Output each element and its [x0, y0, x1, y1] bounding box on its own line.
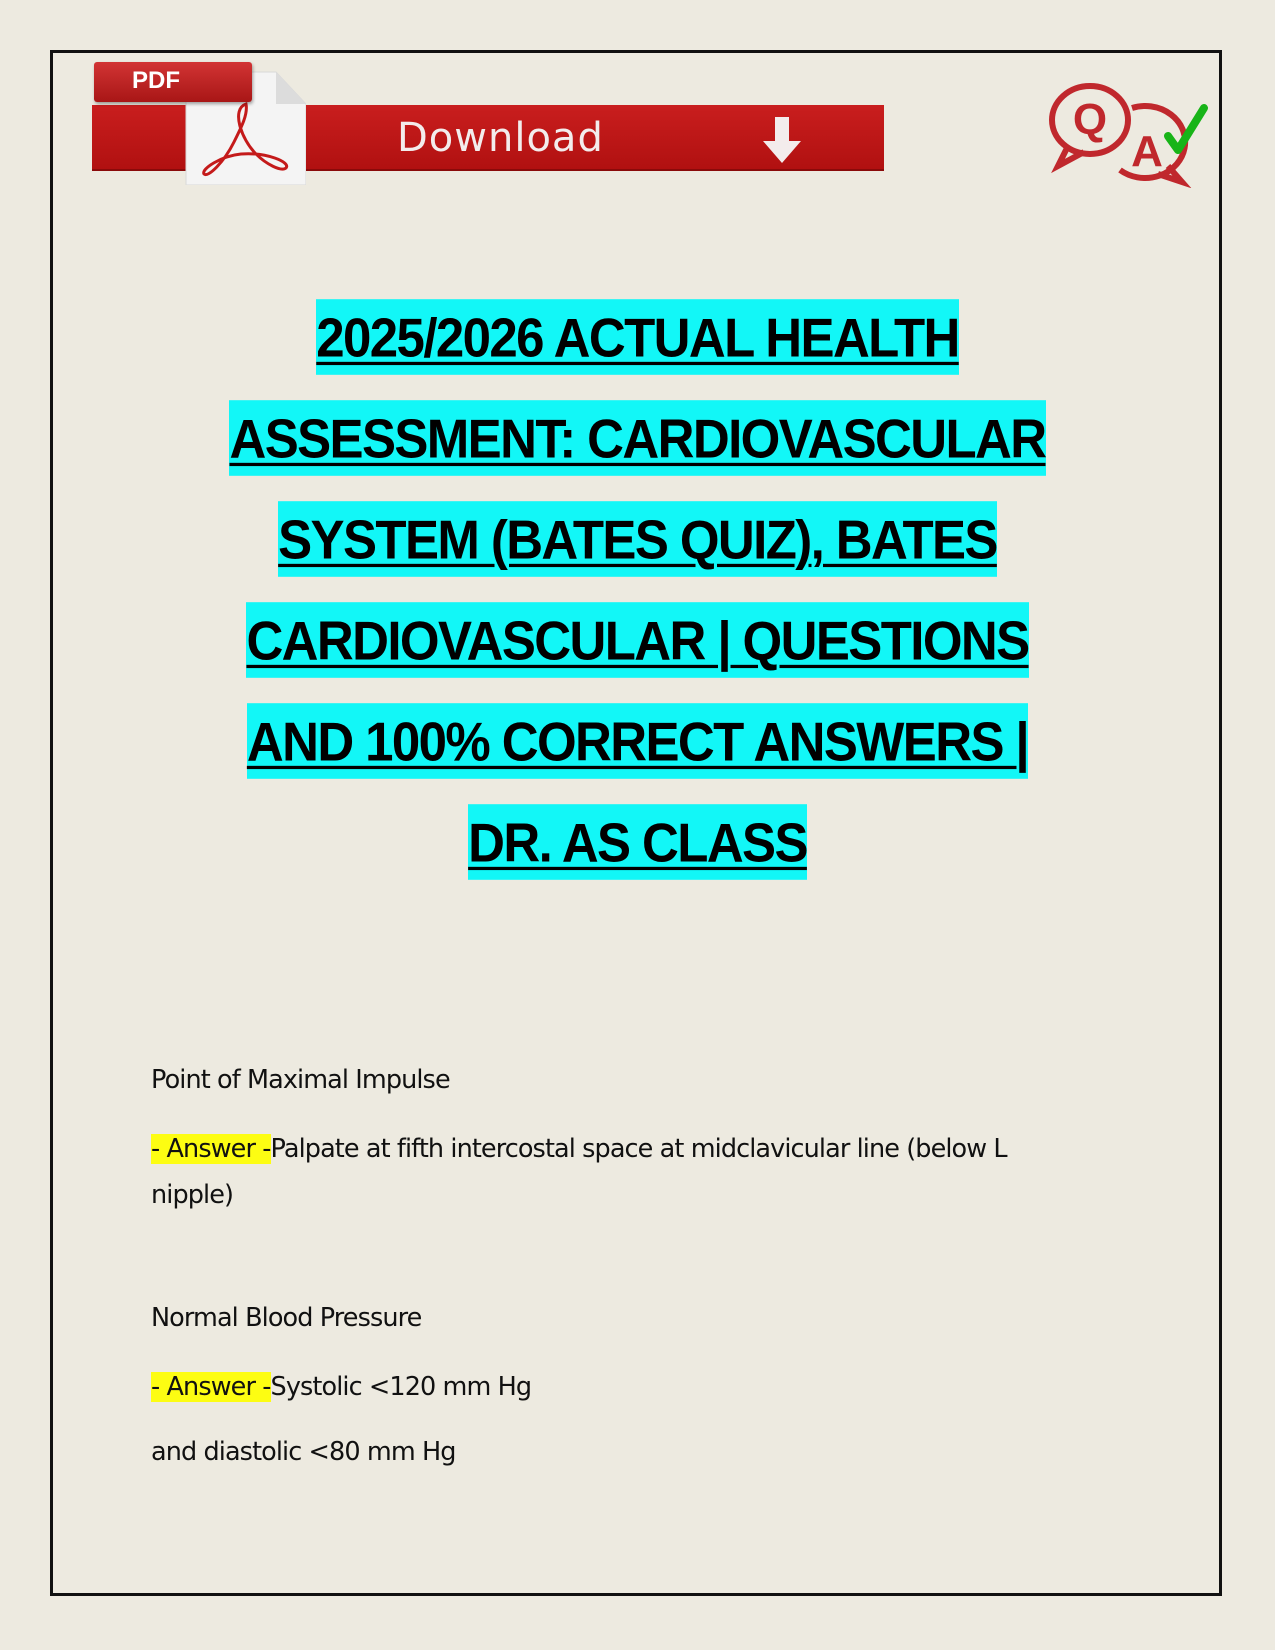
svg-text:Q: Q [1072, 95, 1108, 144]
qa-list [151, 1060, 1151, 1472]
qa-item [151, 1060, 1151, 1218]
pdf-label: PDF [94, 62, 252, 102]
title-line: 2025/2026 ACTUAL HEALTH [60, 300, 1215, 401]
title-line: SYSTEM (BATES QUIZ), BATES [60, 502, 1215, 603]
title-line: DR. AS CLASS [60, 805, 1215, 906]
answer-prefix: - Answer - [151, 1372, 271, 1402]
answer-continuation: and diastolic <80 mm Hg [151, 1437, 456, 1467]
answer-prefix: - Answer - [151, 1134, 271, 1164]
pdf-download-banner[interactable] [92, 60, 886, 185]
title-line: AND 100% CORRECT ANSWERS | [60, 704, 1215, 805]
question-text: Point of Maximal Impulse [151, 1065, 450, 1095]
title-line: ASSESSMENT: CARDIOVASCULAR [60, 401, 1215, 502]
svg-text:A: A [1131, 127, 1163, 176]
answer-text: - Answer -Systolic <120 mm Hg [151, 1372, 532, 1402]
answer-text: - Answer -Palpate at fifth intercostal space at midclavicular line (below L nipple) [151, 1134, 1007, 1210]
qa-speech-bubbles-icon [1040, 78, 1210, 188]
title-line: CARDIOVASCULAR | QUESTIONS [60, 603, 1215, 704]
question-text: Normal Blood Pressure [151, 1303, 422, 1333]
qa-item [151, 1298, 1151, 1472]
document-title [60, 300, 1215, 906]
download-arrow-icon [757, 115, 807, 165]
download-label[interactable]: Download [397, 115, 604, 161]
